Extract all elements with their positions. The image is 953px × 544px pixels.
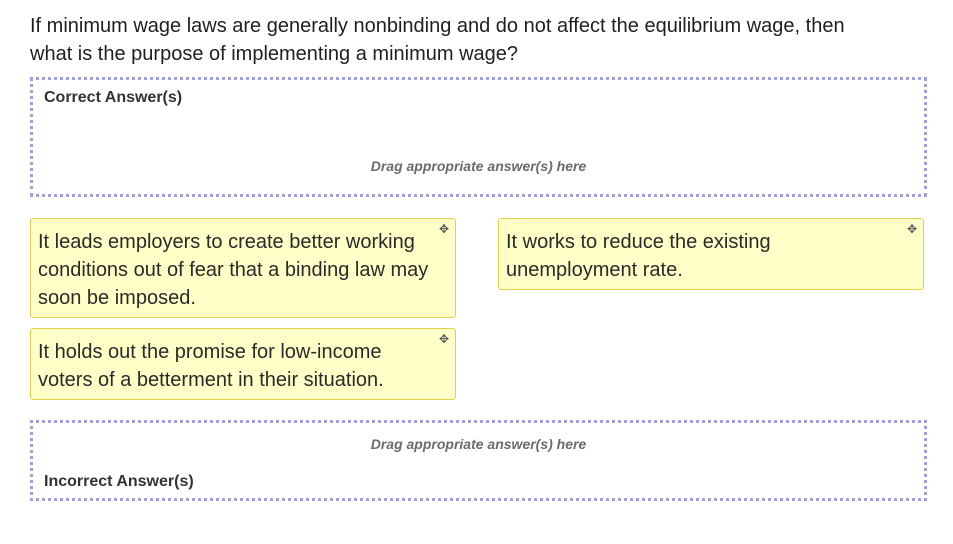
- incorrect-answers-title: Incorrect Answer(s): [44, 473, 194, 490]
- correct-answers-title: Correct Answer(s): [44, 89, 183, 106]
- correct-answers-dropzone[interactable]: [30, 77, 927, 197]
- move-arrows-icon[interactable]: ✥: [906, 222, 917, 236]
- incorrect-answers-dropzone[interactable]: [30, 420, 927, 501]
- question-line-2: what is the purpose of implementing a minimum wage?: [30, 43, 519, 65]
- move-arrows-icon[interactable]: ✥: [438, 332, 449, 346]
- answer-card-line: conditions out of fear that a binding law may: [38, 259, 429, 281]
- correct-answers-hint: Drag appropriate answer(s) here: [370, 158, 587, 174]
- question-text: [30, 12, 930, 68]
- answer-card-line: It holds out the promise for low-income: [38, 341, 382, 363]
- incorrect-answers-hint: Drag appropriate answer(s) here: [370, 436, 587, 452]
- answer-card-promise-low-income-voters[interactable]: [30, 328, 456, 400]
- answer-card-reduce-unemployment[interactable]: [498, 218, 924, 290]
- answer-card-line: soon be imposed.: [38, 287, 196, 309]
- question-line-1: If minimum wage laws are generally nonbinding and do not affect the equilibrium wage, then: [30, 15, 845, 37]
- answer-card-line: voters of a betterment in their situation.: [38, 369, 384, 391]
- answer-card-line: It leads employers to create better working: [38, 231, 415, 253]
- move-arrows-icon[interactable]: ✥: [438, 222, 449, 236]
- answer-card-line: unemployment rate.: [506, 259, 683, 281]
- answer-card-line: It works to reduce the existing: [506, 231, 771, 253]
- answer-card-better-working-conditions[interactable]: [30, 218, 456, 318]
